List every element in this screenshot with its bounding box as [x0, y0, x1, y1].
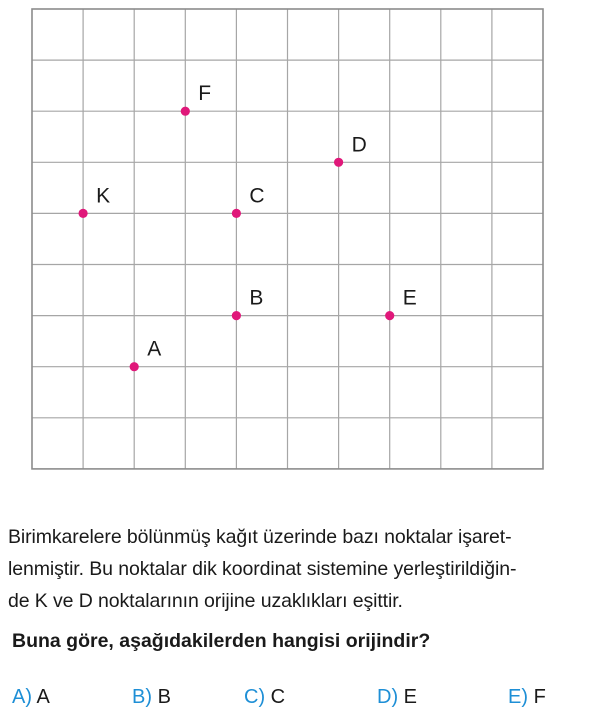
question-prompt: Buna göre, aşağıdakilerden hangisi orijindir?: [12, 630, 431, 652]
question-line-3: de K ve D noktalarının orijine uzaklıkları eşittir.: [8, 590, 403, 612]
option-d-letter: D): [377, 686, 399, 708]
point-e-dot: [385, 311, 394, 320]
point-b-dot: [232, 311, 241, 320]
question-text: [8, 521, 604, 617]
option-e[interactable]: [508, 686, 546, 709]
option-e-value: F: [533, 686, 546, 708]
point-a-dot: [130, 362, 139, 371]
answer-options: [12, 686, 592, 716]
point-a-label: A: [147, 337, 162, 361]
point-f-label: F: [198, 82, 212, 106]
point-b-label: B: [249, 286, 264, 310]
point-d-label: D: [351, 133, 367, 157]
option-c-letter: C): [244, 686, 266, 708]
point-k-dot: [79, 209, 88, 218]
grid-points: [79, 82, 417, 371]
point-f-dot: [181, 107, 190, 116]
option-a-value: A: [36, 686, 50, 708]
option-c[interactable]: [244, 686, 285, 709]
point-k-label: K: [96, 184, 111, 208]
option-e-letter: E): [508, 686, 528, 708]
option-b-value: B: [157, 686, 171, 708]
question-line-1: Birimkarelere bölünmüş kağıt üzerinde bazı noktalar işaret-: [8, 526, 512, 548]
option-b-letter: B): [132, 686, 152, 708]
grid-lines: [32, 9, 543, 469]
question-line-2: lenmiştir. Bu noktalar dik koordinat sistemine yerleştirildiğin-: [8, 558, 517, 580]
option-a[interactable]: [12, 686, 50, 709]
option-b[interactable]: [132, 686, 171, 709]
point-d-dot: [334, 158, 343, 167]
option-d[interactable]: [377, 686, 417, 709]
option-a-letter: A): [12, 686, 32, 708]
option-c-value: C: [270, 686, 286, 708]
point-c-label: C: [249, 184, 265, 208]
point-e-label: E: [402, 286, 417, 310]
point-c-dot: [232, 209, 241, 218]
option-d-value: E: [403, 686, 418, 708]
